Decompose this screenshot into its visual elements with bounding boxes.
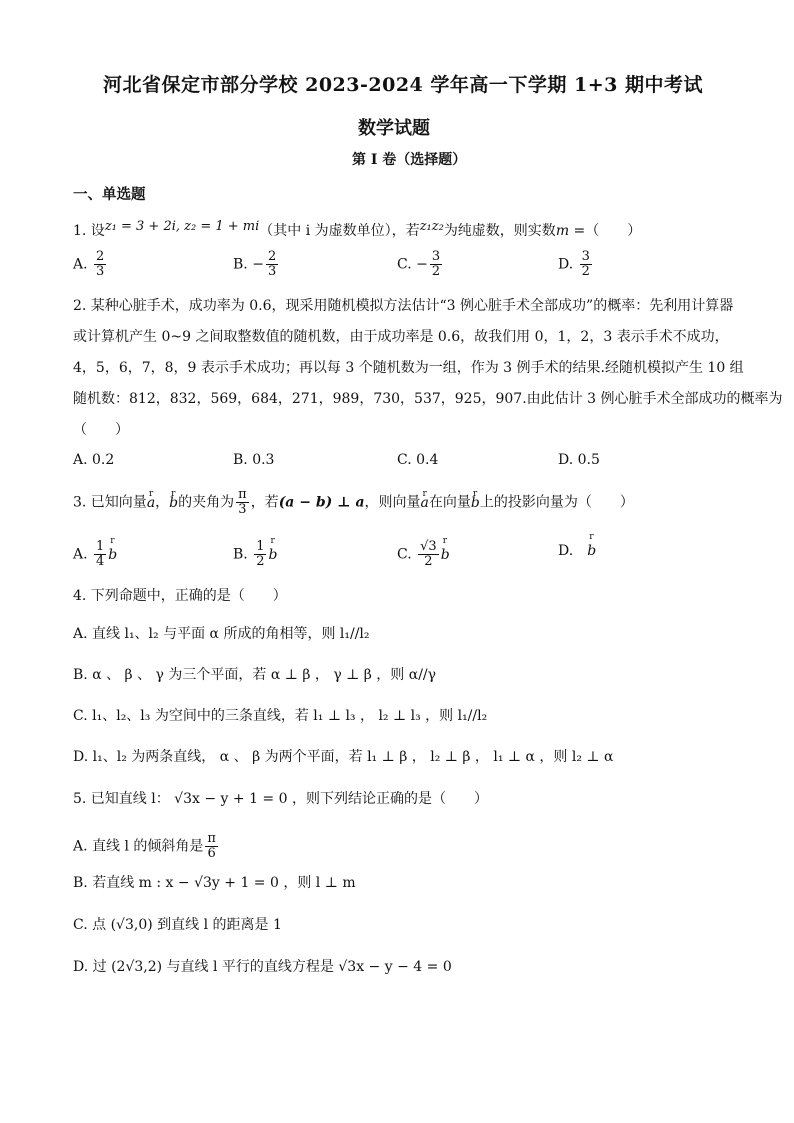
- q2-line-3: 4，5，6，7，8，9 表示手术成功；再以每 3 个随机数为一组，作为 3 例手术的结果.经随机模拟产生 10 组: [73, 360, 744, 376]
- q2-line-4: 随机数：812，832，569，684，271，989，730，537，925，907.由此估计 3 例心脏手术全部成功的概率为: [73, 391, 783, 407]
- q1-stem-d: （ ）: [585, 223, 642, 239]
- subject-title: 数学试题: [358, 118, 430, 139]
- vector-a: r a: [147, 495, 155, 511]
- q3-option-c: C. $\frac{√3}{2}$ r b: [397, 540, 450, 569]
- q2-line-2: 或计算机产生 0~9 之间取整数值的随机数，由于成功率是 0.6，故我们用 0，1，2，3 表示手术不成功，: [73, 329, 729, 345]
- q3-option-a: A. $\frac{1}{4}$ r b: [73, 540, 117, 569]
- q2-option-b: B. 0.3: [233, 452, 275, 468]
- q1-option-c: [397, 250, 444, 279]
- q1-stem-math3: m =: [555, 223, 586, 239]
- option-label: C.: [397, 256, 412, 273]
- option-label: D.: [558, 256, 574, 273]
- q1-stem-c: 为纯虚数，则实数: [443, 223, 556, 239]
- q1-stem-math: z₁ = 3 + 2i, z₂ = 1 + mi: [104, 219, 260, 234]
- q1-stem-b: （其中 i 为虚数单位），若: [259, 223, 420, 239]
- q1-stem-math2: z₁z₂: [419, 219, 444, 234]
- option-sign: −: [252, 256, 264, 273]
- q2-option-a: A. 0.2: [73, 452, 115, 468]
- q4-option-a: A. 直线 l₁、l₂ 与平面 α 所成的角相等，则 l₁//l₂: [73, 626, 370, 642]
- q1-option-d: [558, 250, 594, 279]
- q2-option-c: C. 0.4: [397, 452, 439, 468]
- q2-line-1: 2. 某种心脏手术，成功率为 0.6，现采用随机模拟方法估计“3 例心脏手术全部成功”的概率：先利用计算器: [73, 298, 734, 314]
- q3-condition: (a − b) ⊥ a: [278, 494, 365, 511]
- option-label: B.: [233, 256, 248, 273]
- q2-option-d: D. 0.5: [558, 452, 600, 468]
- vector-b: r b: [169, 495, 178, 511]
- option-label: A.: [73, 256, 88, 273]
- q3-option-d: D. r b: [558, 540, 596, 560]
- option-fraction: $\frac{1}{4}$: [96, 539, 105, 569]
- q1-stem-a: 1. 设: [73, 223, 105, 239]
- option-fraction: $\frac{3}{2}$: [581, 249, 590, 279]
- q3-stem: 3. 已知向量r a，r b的夹角为 $\frac{\pi}{3}$ ，若(a − b) ⊥ a，则向量r a在向量r b上的投影向量为（ ）: [73, 488, 634, 517]
- exam-title: 河北省保定市部分学校 2023-2024 学年高一下学期 1+3 期中考试: [103, 74, 703, 96]
- q5-option-c: C. 点 (√3,0) 到直线 l 的距离是 1: [73, 917, 282, 933]
- option-fraction: $\frac{\pi}{6}$: [207, 831, 216, 861]
- q3-option-b: B. $\frac{1}{2}$ r b: [233, 540, 277, 569]
- option-fraction: $\frac{3}{2}$: [431, 249, 441, 279]
- option-fraction: $\frac{1}{2}$: [256, 539, 265, 569]
- q1-stem: [73, 221, 641, 242]
- angle-fraction: $\frac{\pi}{3}$: [238, 487, 247, 517]
- q2-line-5: （ ）: [73, 422, 129, 438]
- section-heading: 一、单选题: [73, 186, 146, 203]
- q1-option-b: [233, 250, 280, 279]
- option-fraction: $\frac{√3}{2}$: [420, 539, 437, 569]
- q5-option-a: A. 直线 l 的倾斜角是 $\frac{\pi}{6}$: [73, 831, 216, 861]
- option-fraction: $\frac{2}{3}$: [96, 249, 105, 279]
- q5-option-b: B. 若直线 m : x − √3y + 1 = 0 ，则 l ⊥ m: [73, 875, 356, 891]
- volume-label: 第 I 卷（选择题）: [352, 152, 467, 168]
- q5-stem: 5. 已知直线 l： √3x − y + 1 = 0 ，则下列结论正确的是（ ）: [73, 791, 488, 807]
- q4-option-b: B. α 、 β 、 γ 为三个平面，若 α ⊥ β ， γ ⊥ β ，则 α//γ: [73, 667, 437, 683]
- option-fraction: $\frac{2}{3}$: [267, 249, 277, 279]
- q5-option-d: D. 过 (2√3,2) 与直线 l 平行的直线方程是 √3x − y − 4 = 0: [73, 959, 452, 975]
- option-sign: −: [416, 256, 428, 273]
- q4-option-d: D. l₁、l₂ 为两条直线， α 、 β 为两个平面，若 l₁ ⊥ β ， l₂ ⊥ β ， l₁ ⊥ α ，则 l₂ ⊥ α: [73, 749, 614, 765]
- q4-stem: 4. 下列命题中，正确的是（ ）: [73, 588, 287, 604]
- q1-option-a: [73, 250, 108, 279]
- q4-option-c: C. l₁、l₂、l₃ 为空间中的三条直线，若 l₁ ⊥ l₃ ， l₂ ⊥ l₃ ，则 l₁//l₂: [73, 708, 488, 724]
